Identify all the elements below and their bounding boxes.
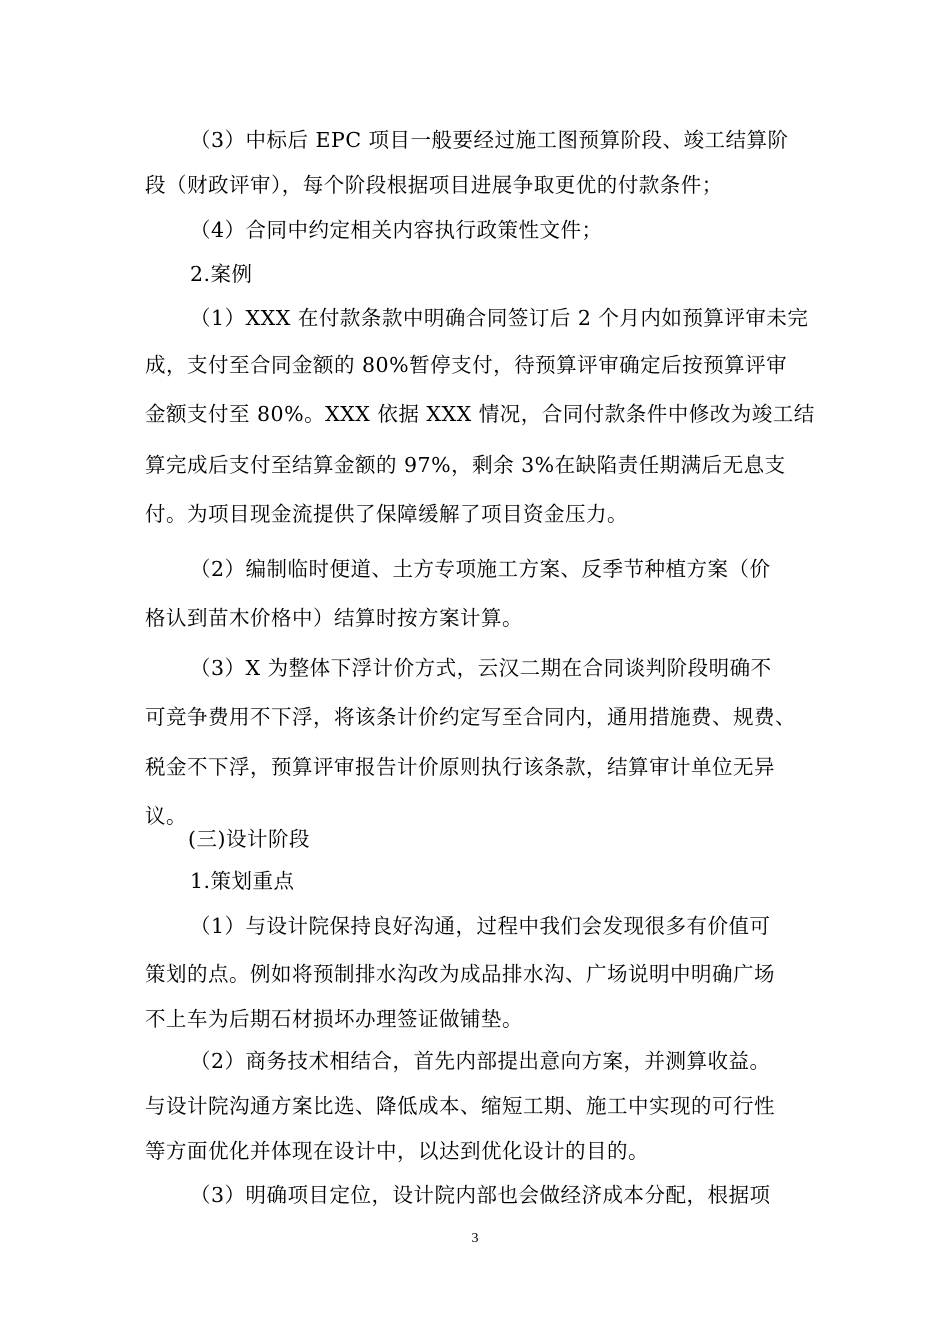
paragraph-line: （2）编制临时便道、土方专项施工方案、反季节种植方案（价 <box>190 557 771 581</box>
paragraph-line: 格认到苗木价格中）结算时按方案计算。 <box>145 606 523 630</box>
paragraph-line: 议。 <box>145 804 187 828</box>
paragraph-line: 策划的点。例如将预制排水沟改为成品排水沟、广场说明中明确广场 <box>145 962 775 986</box>
paragraph-line: 算完成后支付至结算金额的 97%，剩余 3%在缺陷责任期满后无息支 <box>145 453 786 477</box>
paragraph-line: （3）明确项目定位，设计院内部也会做经济成本分配，根据项 <box>190 1183 771 1207</box>
paragraph-line: 金额支付至 80%。XXX 依据 XXX 情况，合同付款条件中修改为竣工结 <box>145 402 815 426</box>
paragraph-line: （1）与设计院保持良好沟通，过程中我们会发现很多有价值可 <box>190 914 771 938</box>
paragraph-line: （3）X 为整体下浮计价方式，云汉二期在合同谈判阶段明确不 <box>190 656 772 680</box>
paragraph-line: 税金不下浮，预算评审报告计价原则执行该条款，结算审计单位无异 <box>145 755 775 779</box>
paragraph-line: 付。为项目现金流提供了保障缓解了项目资金压力。 <box>145 502 628 526</box>
paragraph-line: 成，支付至合同金额的 80%暂停支付，待预算评审确定后按预算评审 <box>145 353 788 377</box>
paragraph-line: 不上车为后期石材损坏办理签证做铺垫。 <box>145 1007 523 1031</box>
paragraph-line: 等方面优化并体现在设计中，以达到优化设计的目的。 <box>145 1139 649 1163</box>
paragraph-line: 段（财政评审），每个阶段根据项目进展争取更优的付款条件； <box>145 173 723 197</box>
paragraph-line: 可竞争费用不下浮，将该条计价约定写至合同内，通用措施费、规费、 <box>145 705 796 729</box>
paragraph-line: （3）中标后 EPC 项目一般要经过施工图预算阶段、竣工结算阶 <box>190 128 789 152</box>
section-heading: 1.策划重点 <box>190 869 295 893</box>
paragraph-line: （4）合同中约定相关内容执行政策性文件； <box>190 218 603 242</box>
page-number: 3 <box>471 1231 479 1246</box>
section-heading: (三)设计阶段 <box>188 827 310 851</box>
paragraph-line: 与设计院沟通方案比选、降低成本、缩短工期、施工中实现的可行性 <box>145 1094 775 1118</box>
paragraph-line: （1）XXX 在付款条款中明确合同签订后 2 个月内如预算评审未完 <box>190 306 809 330</box>
section-heading: 2.案例 <box>190 262 253 286</box>
paragraph-line: （2）商务技术相结合，首先内部提出意向方案，并测算收益。 <box>190 1049 771 1073</box>
